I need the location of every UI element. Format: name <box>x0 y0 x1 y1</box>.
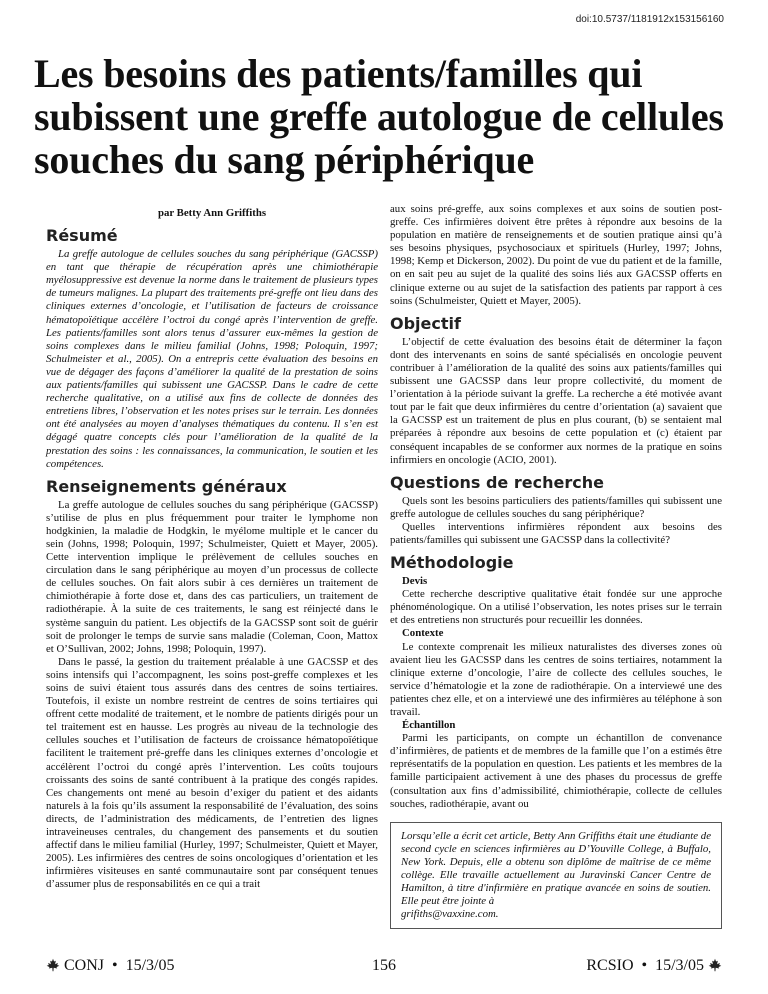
objectif-paragraph: L’objectif de cette évaluation des besoins était de déterminer la façon dont des intervenants en soins de santé spécialisés en oncologie peuvent contribuer à l’amélioration de la qualité des soins aux patients/familles qui subissent une GACSSP dans leur propre collectivité, du moment de l’orientation à la période suivant la greffe. La recherche a été motivée avant tout par le fait que deux infirmières du centre d’orientation (a) savaient que la GACSSP est un traitement de plus en plus courant, (b) se sentaient mal préparées à répondre aux besoins de cette population et (c) étaient par conséquent incapables de se conformer aux normes de la pratique en soins infirmiers en oncologie (ACIO, 2001). <box>390 335 722 466</box>
footer-right-text: RCSIO • 15/3/05 <box>586 957 704 974</box>
footer-left <box>46 957 175 975</box>
questions-heading: Questions de recherche <box>390 472 604 492</box>
maple-leaf-icon <box>46 958 60 972</box>
objectif-heading: Objectif <box>390 313 461 333</box>
doi: doi:10.5737/1181912x153156160 <box>575 14 724 25</box>
continued-paragraph: aux soins pré-greffe, aux soins complexes et aux soins de soutien post-greffe. Ces infirmières doivent être prêtes à répondre aux besoins de la population en matière de renseignements et de soutien pratique ainsi qu’à ses besoins physiques, psychosociaux et spirituels (Hurley, 1997; Johns, 1998; Kemp et Dickerson, 2002). Du point de vue du patient et de la famille, on en sait peu au sujet de la qualité des soins liés aux GACSSP offerts en clinique externe ou au sujet de la satisfaction des patients par rapport à ces soins (Schulmeister, Quiett et Mayer, 2005). <box>390 203 722 307</box>
author-email[interactable]: grifiths@vaxxine.com. <box>401 908 499 920</box>
echantillon-label: Échantillon <box>402 719 456 732</box>
renseignements-paragraph-1: La greffe autologue de cellules souches du sang périphérique (GACSSP) s’utilise de plus en plus fréquemment pour traiter le lymphome non hodgkinien, la maladie de Hodgkin, le myélome multiple et le cancer du sein (Johns, 1998; Poloquin, 1997; Schulmeister, Quiett et Mayer, 2005). Cette intervention implique le prélèvement de cellules souches en circulation dans le sang périphérique au moyen d’un processus de collecte de cellules souches. On fait alors subir à ces dernières un traitement de chimiothérapie à forte dose et, dans des cas particuliers, un traitement de radiothérapie. À la suite de ces traitements, le sang est réinjecté dans le système sanguin du patient. Les objectifs de la GACSSP sont soit de guérir soit de prolonger le temps de survie sans maladie (Coleman, Coon, Mattox et O’Sullivan, 2002; Johns, 1998; Poloquin, 1997). <box>46 498 378 655</box>
article-title: Les besoins des patients/familles qui subissent une greffe autologue de cellules souches du sang périphérique <box>34 51 724 182</box>
abstract-text: La greffe autologue de cellules souches du sang périphérique (GACSSP) en tant que thérapie de récupération après une chimiothérapie myélosuppressive est devenue la norme dans le traitement de plusieurs types de tumeurs malignes. La plupart des traitements pré-greffe ont lieu dans des cliniques externes d’oncologie, et l’utilisation de facteurs de croissance hématopoïétique accélère l’octroi du congé après l’intervention de greffe. Les patients/familles sont alors tenus d’assurer eux-mêmes la gestion de soins complexes dans le milieu familial (Johns, 1998; Poloquin, 1997; Schulmeister et al., 2005). On a entrepris cette évaluation des besoins en vue de dégager des façons d’améliorer la qualité de la prestation de soins aux patients/familles qui subissent une GACSSP. Dans le cadre de cette recherche qualitative, on a utilisé aux fins de collecte de données des entretiens libres, l’observation et les notes prises sur le terrain. Les données ont été analysées au moyen d’analyses thématiques du contenu. Il s’en est dégagé quatre concepts clés pour l’amélioration de la qualité de la prestation des soins : les connaissances, la communication, le soutien et les compétences. <box>46 248 378 470</box>
right-column <box>390 203 722 811</box>
author-bio: Lorsqu’elle a écrit cet article, Betty Ann Griffiths était une étudiante de second cycle en sciences infirmières au D’Youville College, à Buffalo, New York. Depuis, elle a obtenu son diplôme de maîtrise de ce même collège. Elle travaille actuellement au Juravinski Cancer Centre de Hamilton, à titre d'infirmière en pratique avancée en soins de soutien. Elle peut être jointe à <box>401 830 711 907</box>
renseignements-heading: Renseignements généraux <box>46 476 287 496</box>
footer-right <box>586 957 722 975</box>
contexte-paragraph: Le contexte comprenait les milieux naturalistes des diverses zones où avaient lieu les GACSSP dans les centres de soins tertiaires, notamment la clinique externe d’oncologie, l’aire de collecte des cellules souches, le service d’hématologie et la zone de radiothérapie. On a interviewé une des patientes chez elle, et on a interviewé une des infirmières au téléphone à son travail. <box>390 640 722 718</box>
renseignements-paragraph-2: Dans le passé, la gestion du traitement préalable à une GACSSP et des soins intensifs qui l’accompagnent, les soins post-greffe complexes et les soins de suivi étaient tous assurés dans des centres de soins tertiaires. Toutefois, il existe un nombre restreint de centres de soins tertiaires qui offrent cette modalité de traitement, et le nombre de patients dirigés pour un tel traitement est en hausse. Les progrès au niveau de la technologie des cellules souches et l’utilisation de facteurs de croissance hématopoïétique facilitent le traitement pré-greffe dans les cliniques externes d’oncologie et accélèrent l’octroi du congé après l’intervention. Les coûts toujours croissants des soins de santé contribuent à la pratique des congés rapides. Ces changements ont mené au besoin d’exiger du patient et des aidants naturels à la fois qu’ils assument la responsabilité de l’évaluation, des soins directs, de l’administration des médicaments, de l’entretien des lignes intraveineuses centrales, du changement des pansements et du soutien affectif dans le milieu familial (Hurley, 1997; Schulmeister, Quiett et Mayer, 2005). Les infirmières des centres de soins oncologiques d’orientation et les infirmières visiteuses en santé communautaire sont par conséquent tenues d’assumer plus de responsabilités en ce qui a trait <box>46 655 378 891</box>
maple-leaf-icon <box>708 958 722 972</box>
question-1: Quels sont les besoins particuliers des patients/familles qui subissent une greffe autologue de cellules souches du sang périphérique? <box>390 494 722 520</box>
question-2: Quelles interventions infirmières répondent aux besoins des patients/familles qui subissent une GACSSP dans la collectivité? <box>390 520 722 546</box>
devis-paragraph: Cette recherche descriptive qualitative était fondée sur une approche phénoménologique. On a utilisé l’observation, les notes prises sur le terrain et des entretiens non structurés pour recueillir les données. <box>390 588 722 627</box>
left-column <box>46 203 378 892</box>
devis-label: Devis <box>402 575 428 588</box>
contexte-label: Contexte <box>402 627 444 640</box>
page-footer <box>46 957 722 977</box>
author-bio-box <box>390 822 722 929</box>
page-number: 156 <box>372 957 396 974</box>
echantillon-paragraph: Parmi les participants, on compte un échantillon de convenance d’infirmières, de patients et de membres de la famille que l’on a estimés être représentatifs de la population en question. Les patients et les membres de la famille participaient activement à une des phases du processus de greffe (consultation aux fins d’admissibilité, chimiothérapie, collecte de cellules souches, radiothérapie, avant ou <box>390 732 722 810</box>
resume-heading: Résumé <box>46 226 118 246</box>
methodologie-heading: Méthodologie <box>390 553 514 573</box>
footer-left-text: CONJ • 15/3/05 <box>64 957 175 974</box>
byline: par Betty Ann Griffiths <box>157 207 267 219</box>
